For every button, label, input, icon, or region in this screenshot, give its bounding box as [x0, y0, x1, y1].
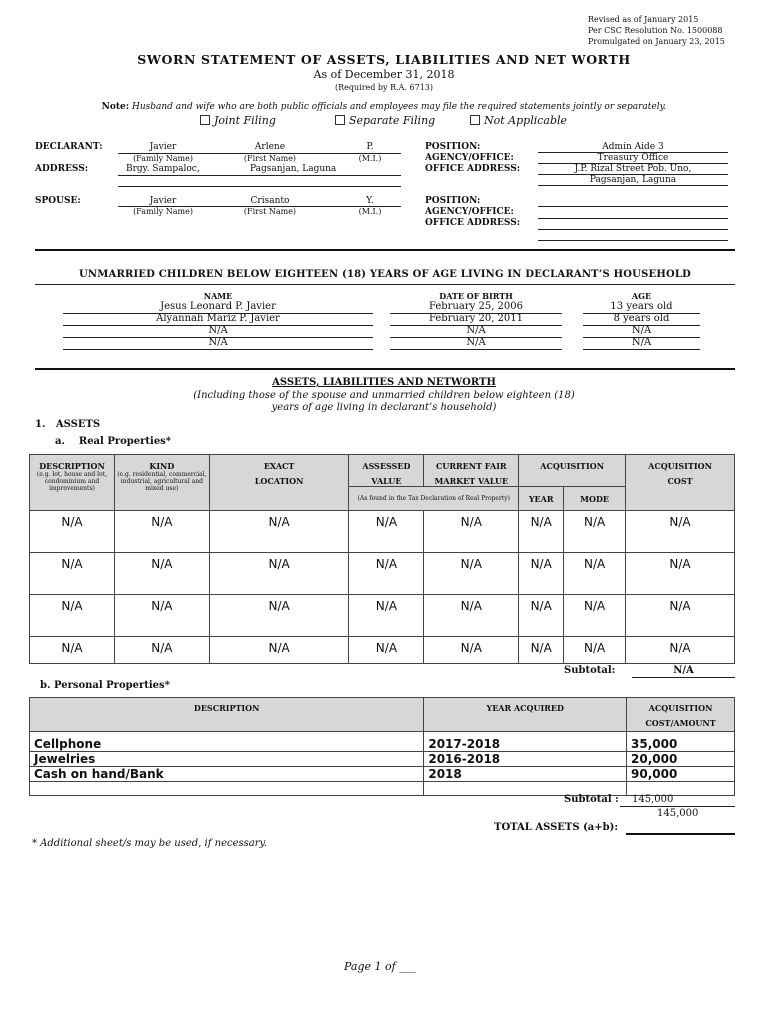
table-cell: N/A	[209, 637, 349, 664]
office-address-label: OFFICE ADDRESS:	[425, 164, 521, 174]
total-assets-value: 145,000	[657, 808, 699, 819]
spouse-position-label: POSITION:	[425, 196, 481, 206]
header-label: COST	[667, 476, 693, 486]
children-col-age: AGE	[631, 291, 652, 301]
assets-subtitle-2: years of age living in declarant’s household)	[271, 402, 497, 413]
col-pp-cost	[627, 698, 735, 732]
checkbox-icon	[200, 115, 210, 125]
separate-filing-label: Separate Filing	[349, 114, 436, 127]
first-name-caption: (First Name)	[243, 207, 297, 216]
first-name-caption: (First Name)	[243, 154, 297, 163]
divider	[35, 284, 735, 285]
col-acquisition	[519, 455, 626, 487]
address-line-2: Pagsanjan, Laguna	[250, 164, 337, 174]
table-row	[30, 637, 735, 664]
table-cell: N/A	[424, 595, 519, 637]
divider	[626, 833, 735, 835]
table-cell: N/A	[564, 595, 626, 637]
table-cell: N/A	[114, 511, 209, 553]
revision-line: Revised as of January 2015	[588, 15, 699, 24]
family-name-caption: (Family Name)	[133, 207, 193, 216]
revision-line: Promulgated on January 23, 2015	[588, 37, 725, 46]
table-row	[30, 782, 735, 796]
table-row	[30, 553, 735, 595]
table-cell: N/A	[424, 553, 519, 595]
section-divider	[35, 249, 735, 251]
address-line-1: Brgy. Sampaloc,	[126, 164, 200, 174]
header-label: VALUE	[371, 476, 402, 486]
col-kind	[114, 455, 209, 511]
table-cell: N/A	[349, 553, 424, 595]
header-label: ACQUISITION	[648, 461, 712, 471]
header-sublabel: (e.g. lot, house and lot, condominium and improvements)	[36, 471, 108, 492]
header-label: EXACT	[263, 461, 295, 471]
spouse-mi: Y.	[366, 196, 374, 206]
revision-note	[588, 14, 725, 47]
divider	[538, 206, 728, 207]
divider	[620, 806, 735, 807]
child-dob: February 20, 2011	[428, 313, 524, 324]
pp-desc: Jewelries	[30, 752, 424, 767]
col-fair-value	[424, 455, 519, 487]
table-cell: N/A	[424, 511, 519, 553]
pp-cost: 20,000	[627, 752, 735, 767]
joint-filing-option[interactable]	[200, 114, 276, 127]
header-label: LOCATION	[254, 476, 304, 486]
mi-caption: (M.I.)	[358, 154, 382, 163]
header-label: DESCRIPTION	[39, 461, 105, 471]
address-label: ADDRESS:	[35, 164, 89, 174]
table-row	[30, 767, 735, 782]
page-number: Page 1 of ___	[344, 960, 416, 973]
spouse-family-name: Javier	[149, 196, 177, 206]
child-name: N/A	[208, 337, 228, 348]
table-row	[30, 511, 735, 553]
table-cell: N/A	[30, 553, 115, 595]
personal-subtotal-label: Subtotal :	[564, 794, 619, 805]
joint-filing-label: Joint Filing	[214, 114, 276, 127]
spouse-agency-label: AGENCY/OFFICE:	[425, 207, 514, 217]
section-divider	[35, 368, 735, 370]
table-cell: N/A	[209, 553, 349, 595]
note-text: Husband and wife who are both public officials and employees may file the required statements jointly or separately.	[131, 102, 667, 112]
header-label: CURRENT FAIR	[435, 461, 507, 471]
table-cell: N/A	[30, 511, 115, 553]
divider	[583, 349, 700, 350]
table-cell: N/A	[209, 595, 349, 637]
col-pp-description: DESCRIPTION	[30, 698, 424, 732]
child-dob: N/A	[466, 325, 486, 336]
table-cell: N/A	[114, 637, 209, 664]
pp-desc	[30, 782, 424, 796]
declarant-mi: P.	[366, 142, 374, 152]
col-year: YEAR	[519, 487, 564, 511]
divider	[118, 175, 401, 176]
table-cell: N/A	[30, 637, 115, 664]
pp-year: 2016-2018	[424, 752, 627, 767]
assets-subtitle-1: (Including those of the spouse and unmarried children below eighteen (18)	[193, 390, 575, 401]
table-cell: N/A	[30, 595, 115, 637]
tax-declaration-note: (As found in the Tax Declaration of Real Property)	[349, 487, 519, 511]
position-value: Admin Aide 3	[602, 142, 664, 152]
not-applicable-label: Not Applicable	[484, 114, 568, 127]
table-cell: N/A	[349, 595, 424, 637]
table-row	[30, 595, 735, 637]
divider	[63, 349, 373, 350]
table-cell: N/A	[564, 637, 626, 664]
pp-year: 2017-2018	[424, 732, 627, 752]
declarant-label: DECLARANT:	[35, 142, 103, 152]
child-dob: N/A	[466, 337, 486, 348]
child-name: N/A	[208, 325, 228, 336]
note-label: Note:	[101, 102, 130, 112]
child-name: Jesus Leonard P. Javier	[160, 301, 276, 312]
separate-filing-option[interactable]	[335, 114, 435, 127]
office-address-line-2: Pagsanjan, Laguna	[589, 175, 677, 185]
spouse-label: SPOUSE:	[35, 196, 81, 206]
header-label: ACQUISITION	[540, 461, 605, 471]
col-mode: MODE	[564, 487, 626, 511]
child-age: 13 years old	[610, 301, 673, 312]
col-description	[30, 455, 115, 511]
table-row	[30, 732, 735, 752]
checkbox-icon	[335, 115, 345, 125]
divider	[538, 240, 728, 241]
divider	[538, 185, 728, 186]
table-cell: N/A	[626, 637, 735, 664]
spouse-first-name: Crisanto	[250, 196, 290, 206]
spouse-office-label: OFFICE ADDRESS:	[425, 218, 521, 228]
table-cell: N/A	[349, 511, 424, 553]
table-cell: N/A	[114, 595, 209, 637]
total-assets-label: TOTAL ASSETS (a+b):	[494, 822, 619, 833]
pp-cost: 35,000	[627, 732, 735, 752]
table-cell: N/A	[209, 511, 349, 553]
child-dob: February 25, 2006	[428, 301, 524, 312]
agency-value: Treasury Office	[597, 153, 669, 163]
child-age: N/A	[631, 325, 652, 336]
pp-desc: Cash on hand/Bank	[30, 767, 424, 782]
declarant-family-name: Javier	[149, 142, 177, 152]
child-name: Alyannah Mariz P. Javier	[156, 313, 280, 324]
col-pp-year: YEAR ACQUIRED	[424, 698, 627, 732]
page-title: SWORN STATEMENT OF ASSETS, LIABILITIES AND NET WORTH	[137, 52, 631, 67]
table-cell: N/A	[626, 553, 735, 595]
assets-heading: ASSETS, LIABILITIES AND NETWORTH	[272, 377, 496, 388]
table-cell: N/A	[519, 595, 564, 637]
children-col-name: NAME	[203, 291, 233, 301]
table-row	[30, 752, 735, 767]
revision-line: Per CSC Resolution No. 1500088	[588, 26, 723, 35]
col-acquisition-cost	[626, 455, 735, 511]
as-of-date: As of December 31, 2018	[313, 68, 455, 81]
header-sublabel: (e.g. residential, commercial, industrial, agricultural and mixed use)	[117, 471, 207, 492]
table-cell: N/A	[519, 637, 564, 664]
family-name-caption: (Family Name)	[133, 154, 193, 163]
children-col-dob: DATE OF BIRTH	[439, 291, 513, 301]
table-cell: N/A	[519, 553, 564, 595]
header-label: ACQUISITION	[648, 703, 713, 713]
assets-section-label: 1. ASSETS	[35, 419, 101, 430]
filing-note	[0, 102, 768, 112]
required-by: (Required by R.A. 6713)	[334, 83, 434, 92]
table-cell: N/A	[564, 511, 626, 553]
header-label: COST/AMOUNT	[645, 718, 716, 728]
personal-properties-table	[29, 697, 735, 796]
children-heading: UNMARRIED CHILDREN BELOW EIGHTEEN (18) YEARS OF AGE LIVING IN DECLARANT’S HOUSEHOLD	[79, 269, 691, 280]
header-label: MARKET VALUE	[434, 476, 509, 486]
header-label: ASSESSED	[362, 461, 411, 471]
real-properties-table	[29, 454, 735, 664]
table-cell: N/A	[626, 511, 735, 553]
mi-caption: (M.I.)	[358, 207, 382, 216]
table-cell: N/A	[626, 595, 735, 637]
real-properties-label: a. Real Properties*	[55, 436, 172, 447]
declarant-first-name: Arlene	[254, 142, 286, 152]
table-cell: N/A	[564, 553, 626, 595]
additional-sheets-note: * Additional sheet/s may be used, if necessary.	[32, 838, 268, 849]
personal-properties-label: b. Personal Properties*	[40, 680, 170, 691]
pp-cost: 90,000	[627, 767, 735, 782]
child-age: 8 years old	[613, 313, 670, 324]
agency-label: AGENCY/OFFICE:	[425, 153, 514, 163]
office-address-line-1: J.P. Rizal Street Pob. Uno,	[574, 164, 692, 174]
pp-desc: Cellphone	[30, 732, 424, 752]
divider	[538, 218, 728, 219]
divider	[538, 229, 728, 230]
divider	[390, 349, 562, 350]
table-cell: N/A	[349, 637, 424, 664]
personal-subtotal-value: 145,000	[632, 794, 674, 805]
not-applicable-option[interactable]	[470, 114, 567, 127]
checkbox-icon	[470, 115, 480, 125]
table-cell: N/A	[519, 511, 564, 553]
child-age: N/A	[631, 337, 652, 348]
table-cell: N/A	[114, 553, 209, 595]
pp-year: 2018	[424, 767, 627, 782]
real-subtotal-value: N/A	[673, 665, 694, 676]
header-label: KIND	[149, 461, 175, 471]
real-subtotal-label: Subtotal:	[564, 665, 616, 676]
col-assessed	[349, 455, 424, 487]
divider	[632, 677, 735, 678]
col-location	[209, 455, 349, 511]
divider	[118, 186, 401, 187]
table-cell: N/A	[424, 637, 519, 664]
position-label: POSITION:	[425, 142, 481, 152]
